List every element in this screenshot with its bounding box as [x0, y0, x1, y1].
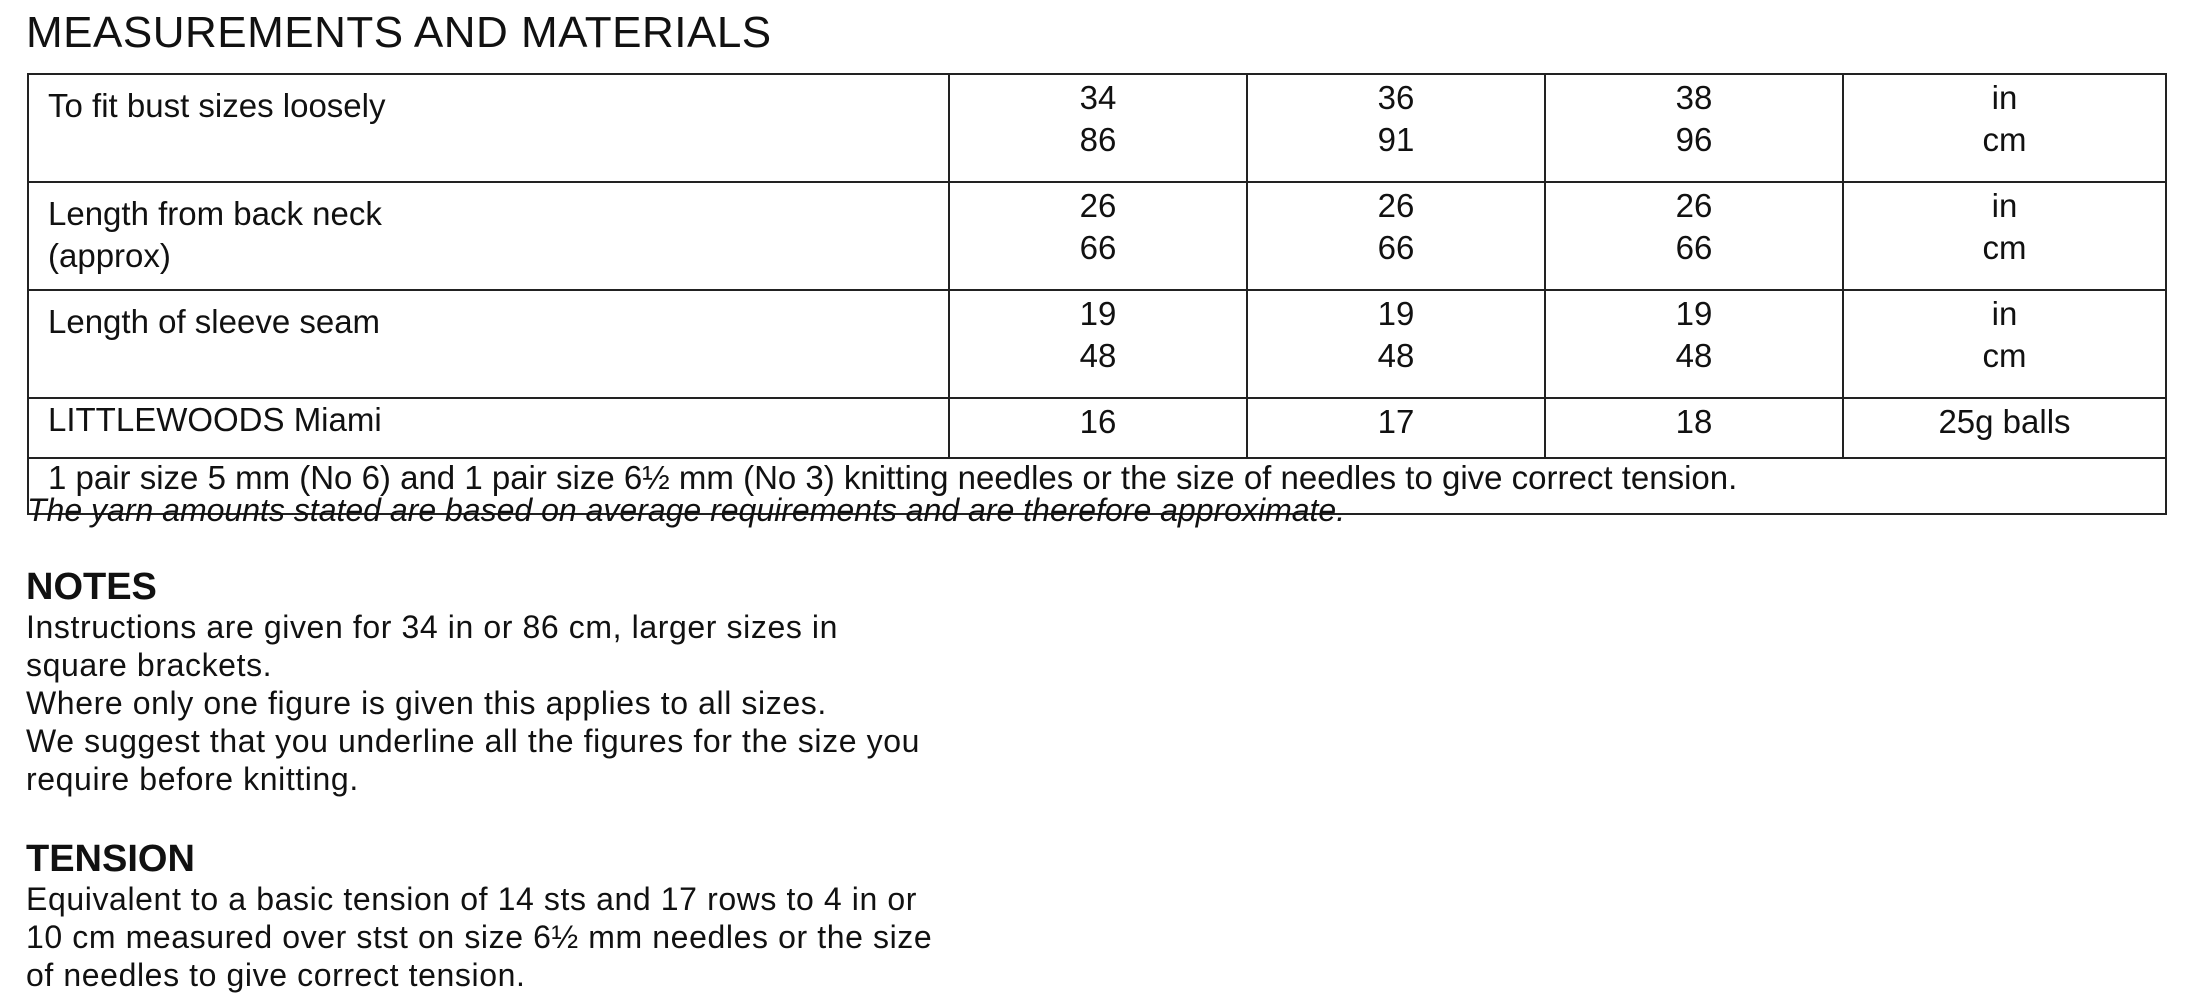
- table-row: [28, 290, 2166, 398]
- size-1-cell: 34 86: [949, 74, 1247, 182]
- row-label: Length from back neck (approx): [28, 182, 949, 290]
- unit-cell: in cm: [1843, 182, 2166, 290]
- table-row: [28, 74, 2166, 182]
- size-3-cell: 19 48: [1545, 290, 1843, 398]
- unit-cell: in cm: [1843, 290, 2166, 398]
- yarn-note: The yarn amounts stated are based on average requirements and are therefore approximate.: [27, 492, 1346, 528]
- size-2-cell: 26 66: [1247, 182, 1545, 290]
- table-row: [28, 398, 2166, 458]
- page-title: MEASUREMENTS AND MATERIALS: [26, 8, 772, 57]
- notes-text: Instructions are given for 34 in or 86 cm, larger sizes in square brackets. Where only one figure is given this applies to all sizes. We suggest that you underline all the figures for the size you require before knitting.: [26, 609, 920, 797]
- row-label: LITTLEWOODS Miami: [28, 398, 949, 458]
- row-label: Length of sleeve seam: [28, 290, 949, 398]
- size-2-cell: 36 91: [1247, 74, 1545, 182]
- needles-cell: 1 pair size 5 mm (No 6) and 1 pair size 6½ mm (No 3) knitting needles or the size of needles to give correct tension.: [28, 458, 2166, 514]
- unit-cell: 25g balls: [1843, 398, 2166, 458]
- row-label: To fit bust sizes loosely: [28, 74, 949, 182]
- size-2-cell: 19 48: [1247, 290, 1545, 398]
- tension-title: TENSION: [26, 838, 195, 880]
- size-3-cell: 38 96: [1545, 74, 1843, 182]
- notes-title: NOTES: [26, 566, 157, 608]
- size-1-cell: 19 48: [949, 290, 1247, 398]
- size-1-cell: 16: [949, 398, 1247, 458]
- measurements-table: [27, 73, 2167, 515]
- size-2-cell: 17: [1247, 398, 1545, 458]
- tension-text: Equivalent to a basic tension of 14 sts and 17 rows to 4 in or 10 cm measured over stst on size 6½ mm needles or the size of needles to give correct tension.: [26, 881, 933, 993]
- unit-cell: in cm: [1843, 74, 2166, 182]
- table-row: [28, 182, 2166, 290]
- size-1-cell: 26 66: [949, 182, 1247, 290]
- size-3-cell: 26 66: [1545, 182, 1843, 290]
- size-3-cell: 18: [1545, 398, 1843, 458]
